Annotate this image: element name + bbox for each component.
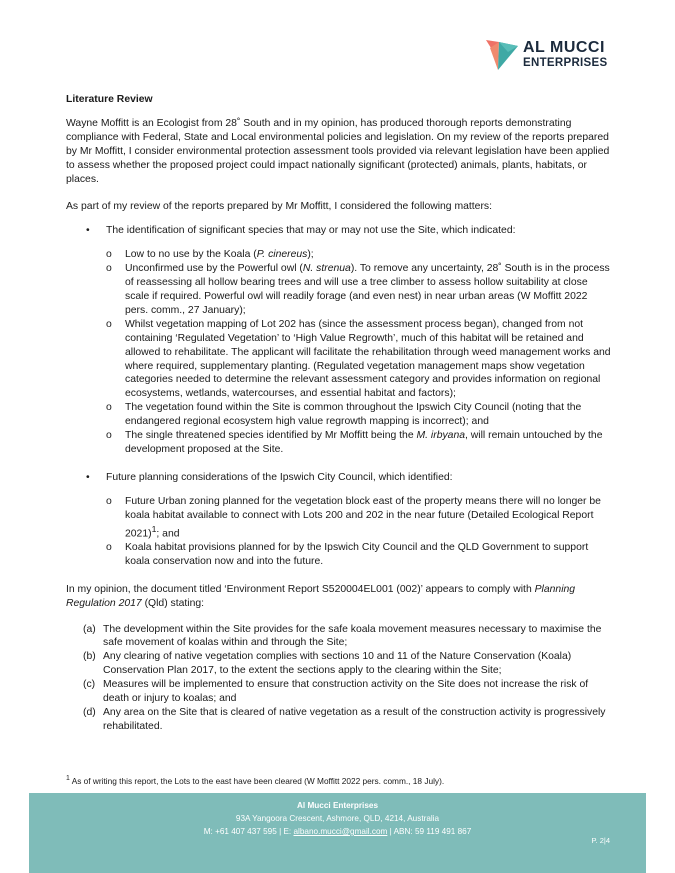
list-text: Any area on the Site that is cleared of native vegetation as a result of the construction activity is progressively rehabilitated.: [103, 707, 606, 732]
matters-list: [66, 224, 612, 568]
footnote-number: 1: [66, 775, 70, 782]
sub-glyph: o: [106, 249, 112, 261]
list-marker: (a): [83, 623, 96, 635]
sub-text: Low to no use by the Koala (: [125, 249, 257, 261]
species-name: P. cinereus: [256, 249, 308, 261]
opinion-paragraph: [66, 583, 612, 611]
sub-item: [106, 401, 612, 429]
sub-item: [106, 248, 612, 262]
list-item: [66, 623, 612, 651]
list-item: [66, 678, 612, 706]
sub-text: The single threatened species identified by Mr Moffitt being the: [125, 430, 417, 442]
list-marker: (d): [83, 707, 96, 718]
page-number: P. 2|4: [591, 836, 610, 845]
sub-text-end: ). To remove any uncertainty, 28˚ South is in the process of reassessing all hollow bearing trees and will use a tree climber to assess hollow suitability at close scale if required. Powerful owl will readily forage (and even nest) in near urban areas (W Moffitt 2022 pers. comm., 27 January);: [125, 263, 610, 316]
sub-text-end: );: [307, 249, 314, 261]
list-item: [66, 224, 612, 457]
matters-intro: As part of my review of the reports prepared by Mr Moffitt, I considered the following matters:: [66, 201, 493, 213]
sub-text: The vegetation found within the Site is common throughout the Ipswich City Council (noting that the endangered regional ecosystem high value regrowth mapping is incorrect); and: [125, 402, 582, 428]
sub-item: [106, 495, 612, 541]
species-name: M. irbyana: [416, 430, 466, 442]
sub-glyph: o: [106, 430, 112, 442]
sub-list: [106, 495, 612, 569]
bullet-text: The identification of significant species that may or may not use the Site, which indicated:: [106, 225, 516, 237]
sub-item: [106, 318, 612, 401]
sub-glyph: o: [106, 402, 112, 414]
footer-abn: | ABN: 59 119 491 867: [387, 827, 472, 836]
sub-item: [106, 429, 612, 457]
section-heading: Literature Review: [66, 94, 153, 105]
footnote: [66, 773, 612, 787]
sub-text: Koala habitat provisions planned for by the Ipswich City Council and the QLD Government to support koala conservation now and into the future.: [125, 541, 589, 567]
sub-text: Future Urban zoning planned for the vegetation block east of the property means there will no longer be koala habitat available to connect with Lots 200 and 202 in the near future (Detailed Ecological Report 2021): [125, 495, 601, 540]
sub-list: [106, 248, 612, 457]
sub-glyph: o: [106, 263, 112, 275]
footer-contact: [29, 825, 646, 838]
footnote-ref[interactable]: 1: [151, 523, 157, 534]
sub-text-end: , will remain untouched by the development proposed at the Site.: [125, 430, 603, 455]
opinion-text-end: (Qld) stating:: [141, 597, 205, 609]
document-body: [66, 93, 612, 734]
sub-text: Unconfirmed use by the Powerful owl (: [125, 263, 303, 275]
sub-item: [106, 262, 612, 318]
footer-company: Al Mucci Enterprises: [297, 801, 378, 810]
regulation-title: Planning Regulation 2017: [66, 583, 576, 609]
list-text: Any clearing of native vegetation complies with sections 10 and 11 of the Nature Conservation (Koala) Conservation Plan 2017, to the extent the sections apply to the clearing within the Site;: [103, 651, 572, 677]
sub-text-end: ; and: [156, 528, 180, 540]
footer-sep: | E:: [276, 827, 294, 836]
footer-band: [29, 793, 646, 873]
list-marker: (c): [83, 679, 96, 691]
logo-name: AL MUCCI: [523, 39, 605, 56]
company-logo: [484, 38, 614, 74]
footnote-text: As of writing this report, the Lots to the east have been cleared (W Moffitt 2022 pers. comm., 18 July).: [69, 775, 445, 786]
list-text: Measures will be implemented to ensure that construction activity on the Site does not increase the risk of death or injury to koalas; and: [103, 679, 589, 705]
list-item: [66, 650, 612, 678]
opinion-text: In my opinion, the document titled ‘Environment Report S520004EL001 (002)’ appears to comply with: [66, 583, 535, 595]
logo-subtitle: ENTERPRISES: [523, 57, 608, 69]
footer-address: 93A Yangoora Crescent, Ashmore, QLD, 4214, Australia: [235, 814, 440, 823]
sub-item: [106, 541, 612, 569]
bullet-glyph: •: [86, 225, 90, 237]
sub-text: Whilst vegetation mapping of Lot 202 has (since the assessment process began), changed from not containing ‘Regulated Vegetation’ to ‘High Value Regrowth’, much of this habitat will be retained and allowed to rehabilitate. The applicant will facilitate the rehabilitation through weed management works and where required, supplementary planting. (Regulated vegetation management maps show vegetation categories needed to determine the relevant assessment category and provides information on regional ecosystems, wetlands, watercourses, and essential habitat and factors);: [125, 318, 611, 400]
list-marker: (b): [83, 651, 96, 663]
footer-email-link[interactable]: albano.mucci@gmail.com: [293, 827, 388, 836]
list-item: [66, 706, 612, 734]
sub-glyph: o: [106, 495, 112, 507]
bullet-glyph: •: [86, 471, 90, 483]
sub-glyph: o: [106, 318, 112, 330]
intro-paragraph: Wayne Moffitt is an Ecologist from 28˚ South and in my opinion, has produced thorough reports demonstrating compliance with Federal, State and Local environmental policies and legislation. On my review of the reports prepared by Mr Moffitt, I consider environmental protection assessment tools provided via relevant legislation have been applied to assess whether the proposed project could impact nationally significant (protected) animals, plants, habitats, or places.: [66, 117, 610, 185]
footer-phone: M: +61 407 437 595: [203, 827, 277, 836]
logo-mark-icon: [484, 38, 520, 72]
species-name: N. strenua: [302, 263, 351, 275]
list-text: The development within the Site provides for the safe koala movement measures necessary to maximise the safe movement of koalas within and through the Site;: [103, 623, 602, 649]
sub-glyph: o: [106, 541, 112, 553]
regulation-list: [66, 623, 612, 734]
bullet-text: Future planning considerations of the Ipswich City Council, which identified:: [106, 471, 453, 483]
list-item: [66, 471, 612, 569]
